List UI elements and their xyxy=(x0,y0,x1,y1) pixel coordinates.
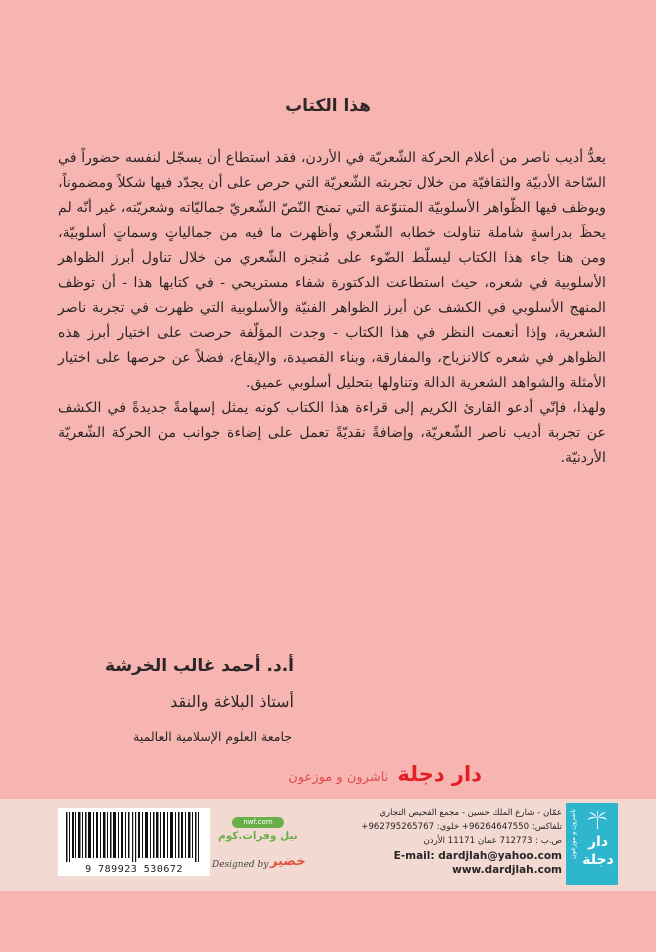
book-description xyxy=(58,146,606,471)
logo-vertical-text: ناشرون و موزعون xyxy=(569,809,577,859)
barcode-bars-icon xyxy=(64,812,204,862)
publisher-contact xyxy=(302,806,562,877)
section-title: هذا الكتاب xyxy=(285,96,371,116)
logo-wordmark xyxy=(581,833,615,869)
author-university: جامعة العلوم الإسلامية العالمية xyxy=(133,729,292,744)
isbn-digits: 9 789923 530672 xyxy=(85,864,183,875)
logo-word-2: دجلة xyxy=(582,852,614,868)
publisher-name: دار دجلة xyxy=(397,762,482,786)
contact-email: E-mail: dardjlah@yahoo.com xyxy=(393,849,562,862)
author-name: أ.د. أحمد غالب الخرشة xyxy=(105,656,294,676)
isbn-barcode xyxy=(58,808,210,876)
contact-pobox: ص.ب : 712773 عمان 11171 الأردن xyxy=(423,836,562,847)
designed-by-label: Designed by xyxy=(212,860,269,870)
contact-address: عمّان - شارع الملك حسين - مجمع الفحيص التجاري xyxy=(379,808,562,818)
designer-name: خضير xyxy=(270,854,306,869)
description-paragraph-2: ولهذا، فإنّي أدعو القارئ الكريم إلى قراءة هذا الكتاب كونه يمثل إسهامةً جديدةً في الكشف عن تجربة أديب ناصر الشّعريّة، وإضافةً نقديّةً تعمل على إضاءة جوانب من الحركة الشّعريّة الأردنيّة. xyxy=(58,400,606,466)
logo-word-1: دار xyxy=(587,834,609,850)
publisher-line xyxy=(288,762,482,786)
contact-website: www.dardjlah.com xyxy=(452,863,562,876)
nile-furat-logo xyxy=(218,817,298,845)
publisher-subtitle: ناشرون و موزعون xyxy=(288,770,389,785)
description-paragraph-1: يعدُّ أديب ناصر من أعلام الحركة الشّعريّة في الأردن، فقد استطاع أن يسجّل لنفسه حضوراً في السّاحة الأدبيّة والثقافيّة من خلال تجربته الشّعريّة التي حرص على أن يجدّد فيها شكلاً ومضموناً، ويوظف فيها الظّواهر الأسلوبيّة المتنوّعة التي تمنح النّصّ الشّعريّ جماليّاته وشعريّته، غير أنّه لم يحظَ بدراسةٍ شاملة تناولت خطابه الشّعري وأظهرت ما فيه من جمالياتٍ وسماتٍ أسلوبيّة، ومن هنا جاء هذا الكتاب ليسلّط الضّوء على مُنجزه الشّعري من خلال تناول أبرز الظواهر الأسلوبية في شعره، حيث استطاعت الدكتورة شفاء مستريحي - في كتابها هذا - أن توظف المنهج الأسلوبي في الكشف عن أبرز الظواهر الفنيّة والأسلوبية التي ظهرت في تجربة ناصر الشعرية، وإذا أنعمت النظر في هذا الكتاب - وجدت المؤلّفة حرصت على اختيار أبرز هذه الظواهر في شعره كالانزياح، والمفارقة، وبناء القصيدة، والإيقاع، فضلاً عن حرصها على اختيار الأمثلة والشواهد الشعرية الدالة وتناولها بتحليل أسلوبي عميق. xyxy=(58,150,606,391)
publisher-logo xyxy=(566,803,618,885)
palm-leaf-icon xyxy=(586,809,608,831)
contact-phones: تلفاكس: 96264647550+ خلوي: 962795265767+ xyxy=(361,822,562,833)
nile-tag: nwf.com xyxy=(232,817,284,828)
author-role: أستاذ البلاغة والنقد xyxy=(170,692,294,711)
nile-text: نيل وفرات.كوم xyxy=(218,830,298,842)
